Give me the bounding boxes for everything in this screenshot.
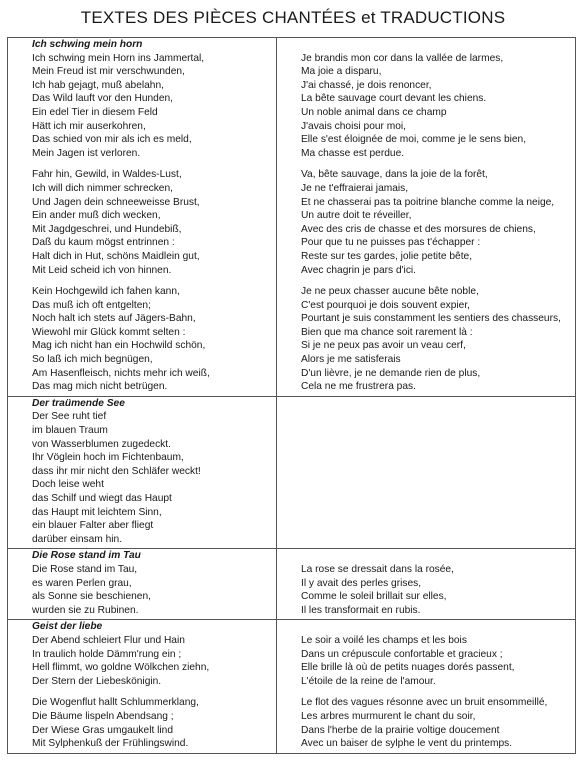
- stanza-french: [301, 696, 575, 750]
- translation-line: Ma chasse est perdue.: [301, 147, 405, 159]
- translation-line: Alors je me satisferais: [301, 354, 401, 366]
- verse-line: von Wasserblumen zugedeckt.: [32, 438, 171, 450]
- translation-line: Et ne chasserai pas ta poitrine blanche comme la neige,: [301, 196, 555, 208]
- verse-line: So laß ich mich begnügen,: [32, 354, 153, 366]
- french-translation-cell: [277, 549, 576, 620]
- translation-line: J'avais choisi pour moi,: [301, 120, 406, 132]
- translation-line: Reste sur tes gardes, jolie petite bête,: [301, 250, 473, 262]
- french-translation-cell: [277, 38, 576, 397]
- translation-line: La bête sauvage court devant les chiens.: [301, 93, 487, 105]
- translation-line: Elle s'est éloignée de moi, comme je le sens bien,: [301, 134, 527, 146]
- french-translation-cell: [277, 396, 576, 549]
- verse-line: Der See ruht tief: [32, 411, 107, 423]
- translation-line: Pour que tu ne puisses pas t'échapper :: [301, 237, 481, 249]
- translation-line: Cela ne me frustrera pas.: [301, 381, 416, 393]
- lyrics-table-body: [8, 38, 576, 754]
- translation-line: Un noble animal dans ce champ: [301, 106, 447, 118]
- translation-line: D'un lièvre, je ne demande rien de plus,: [301, 367, 481, 379]
- verse-line: Am Hasenfleisch, nichts mehr ich weiß,: [32, 367, 210, 379]
- title-spacer: [301, 620, 575, 634]
- verse-line: Mit Jagdgeschrei, und Hundebiß,: [32, 223, 182, 235]
- translation-line: Je ne peux chasser aucune bête noble,: [301, 286, 479, 298]
- translation-line: Avec des cris de chasse et des morsures de chiens,: [301, 223, 536, 235]
- stanza-french: [301, 52, 575, 161]
- translation-line: Les arbres murmurent le chant du soir,: [301, 710, 476, 722]
- verse-line: ein blauer Falter aber fliegt: [32, 520, 154, 532]
- verse-line: Hätt ich mir auserkohren,: [32, 120, 146, 132]
- verse-line: Doch leise weht: [32, 479, 104, 491]
- verse-line: Daß du kaum mögst entrinnen :: [32, 237, 175, 249]
- stanza-french: [301, 168, 575, 277]
- verse-line: im blauen Traum: [32, 425, 108, 437]
- translation-line: Bien que ma chance soit rarement là :: [301, 326, 473, 338]
- german-text-cell: [8, 549, 277, 620]
- verse-line: Wiewohl mir Glück kommt selten :: [32, 326, 186, 338]
- verse-line: Mit Leid scheid ich von hinnen.: [32, 264, 172, 276]
- verse-line: Das Wild lauft vor den Hunden,: [32, 93, 173, 105]
- verse-line: es waren Perlen grau,: [32, 577, 132, 589]
- verse-line: Der Abend schleiert Flur und Hain: [32, 634, 185, 646]
- lyrics-table: [7, 37, 576, 754]
- translation-line: Un autre doit te réveiller,: [301, 210, 412, 222]
- song-title: Geist der liebe: [32, 621, 103, 633]
- stanza-german: [32, 696, 276, 750]
- verse-line: Fahr hin, Gewild, in Waldes-Lust,: [32, 169, 182, 181]
- verse-line: das Haupt mit leichtem Sinn,: [32, 506, 162, 518]
- stanza-german: [32, 563, 276, 617]
- translation-line: Avec chagrin je pars d'ici.: [301, 264, 417, 276]
- stanza-german: [32, 168, 276, 277]
- translation-line: Il y avait des perles grises,: [301, 577, 422, 589]
- translation-line: Pourtant je suis constamment les sentiers des chasseurs,: [301, 313, 561, 325]
- verse-line: Ein edel Tier in diesem Feld: [32, 106, 158, 118]
- french-translation-cell: [277, 620, 576, 753]
- verse-line: Ein ander muß dich wecken,: [32, 210, 161, 222]
- stanza-german: [32, 410, 276, 546]
- verse-line: Die Bäume lispeln Abendsang ;: [32, 710, 174, 722]
- verse-line: wurden sie zu Rubinen.: [32, 604, 139, 616]
- translation-line: Le flot des vagues résonne avec un bruit ensommeillé,: [301, 697, 548, 709]
- verse-line: Noch halt ich stets auf Jägers-Bahn,: [32, 313, 196, 325]
- song-row: [8, 38, 576, 397]
- translation-line: J'ai chassé, je dois renoncer,: [301, 79, 432, 91]
- translation-line: Le soir a voilé les champs et les bois: [301, 634, 467, 646]
- song-row: [8, 620, 576, 753]
- stanza-german: [32, 52, 276, 161]
- song-title: Die Rose stand im Tau: [32, 550, 141, 562]
- song-row: [8, 549, 576, 620]
- verse-line: Mag ich nicht han ein Hochwild schön,: [32, 340, 206, 352]
- stanza-french: [301, 563, 575, 617]
- verse-line: Mein Jagen ist verloren.: [32, 147, 141, 159]
- verse-line: Ihr Vöglein hoch im Fichtenbaum,: [32, 452, 184, 464]
- translation-line: Comme le soleil brillait sur elles,: [301, 591, 447, 603]
- translation-line: Dans l'herbe de la prairie voltige doucement: [301, 724, 500, 736]
- translation-line: Va, bête sauvage, dans la joie de la forêt,: [301, 169, 488, 181]
- translation-line: La rose se dressait dans la rosée,: [301, 563, 454, 575]
- verse-line: Das mag mich nicht betrügen.: [32, 381, 168, 393]
- verse-line: Der Wiese Gras umgaukelt lind: [32, 724, 173, 736]
- verse-line: Die Rose stand im Tau,: [32, 563, 138, 575]
- verse-line: Kein Hochgewild ich fahen kann,: [32, 286, 180, 298]
- verse-line: Das muß ich oft entgelten;: [32, 299, 151, 311]
- verse-line: als Sonne sie beschienen,: [32, 591, 151, 603]
- translation-line: Elle brille là où de petits nuages dorés passent,: [301, 662, 515, 674]
- verse-line: Der Stern der Liebeskönigin.: [32, 675, 162, 687]
- stanza-french: [301, 285, 575, 394]
- song-row: [8, 396, 576, 549]
- page-title: TEXTES DES PIÈCES CHANTÉES et TRADUCTIONS: [80, 8, 506, 27]
- translation-line: Si je ne peux pas avoir un veau cerf,: [301, 340, 466, 352]
- translation-line: Je brandis mon cor dans la vallée de larmes,: [301, 52, 504, 64]
- stanza-french: [301, 634, 575, 688]
- song-title: Ich schwing mein horn: [32, 39, 143, 50]
- translation-line: Ma joie a disparu,: [301, 66, 382, 78]
- verse-line: Halt dich in Hut, schöns Maidlein gut,: [32, 250, 200, 262]
- translation-line: Il les transformait en rubis.: [301, 604, 421, 616]
- verse-line: Mein Freud ist mir verschwunden,: [32, 66, 185, 78]
- german-text-cell: [8, 38, 277, 397]
- verse-line: dass ihr mir nicht den Schläfer weckt!: [32, 465, 201, 477]
- verse-line: Und Jagen dein schneeweisse Brust,: [32, 196, 200, 208]
- verse-line: Ich schwing mein Horn ins Jammertal,: [32, 52, 205, 64]
- stanza-german: [32, 285, 276, 394]
- verse-line: Hell flimmt, wo goldne Wölkchen ziehn,: [32, 662, 210, 674]
- verse-line: Ich hab gejagt, muß abelahn,: [32, 79, 164, 91]
- german-text-cell: [8, 396, 277, 549]
- title-spacer: [301, 38, 575, 52]
- translation-line: L'étoile de la reine de l'amour.: [301, 675, 436, 687]
- translation-line: Dans un crépuscule confortable et gracieux ;: [301, 648, 503, 660]
- verse-line: darüber einsam hin.: [32, 533, 123, 545]
- verse-line: Mit Sylphenkuß der Frühlingswind.: [32, 738, 189, 750]
- verse-line: In traulich holde Dämm'rung ein ;: [32, 648, 182, 660]
- verse-line: das Schilf und wiegt das Haupt: [32, 493, 172, 504]
- translation-line: C'est pourquoi je dois souvent expier,: [301, 299, 471, 311]
- song-title: Der traümende See: [32, 397, 125, 409]
- stanza-german: [32, 634, 276, 688]
- translation-line: Avec un baiser de sylphe le vent du printemps.: [301, 738, 513, 750]
- title-spacer: [301, 549, 575, 563]
- verse-line: Die Wogenflut hallt Schlummerklang,: [32, 697, 199, 709]
- verse-line: Das schied von mir als ich es meld,: [32, 134, 192, 146]
- verse-line: Ich will dich nimmer schrecken,: [32, 182, 173, 194]
- translation-line: Je ne t'effraierai jamais,: [301, 182, 409, 194]
- german-text-cell: [8, 620, 277, 753]
